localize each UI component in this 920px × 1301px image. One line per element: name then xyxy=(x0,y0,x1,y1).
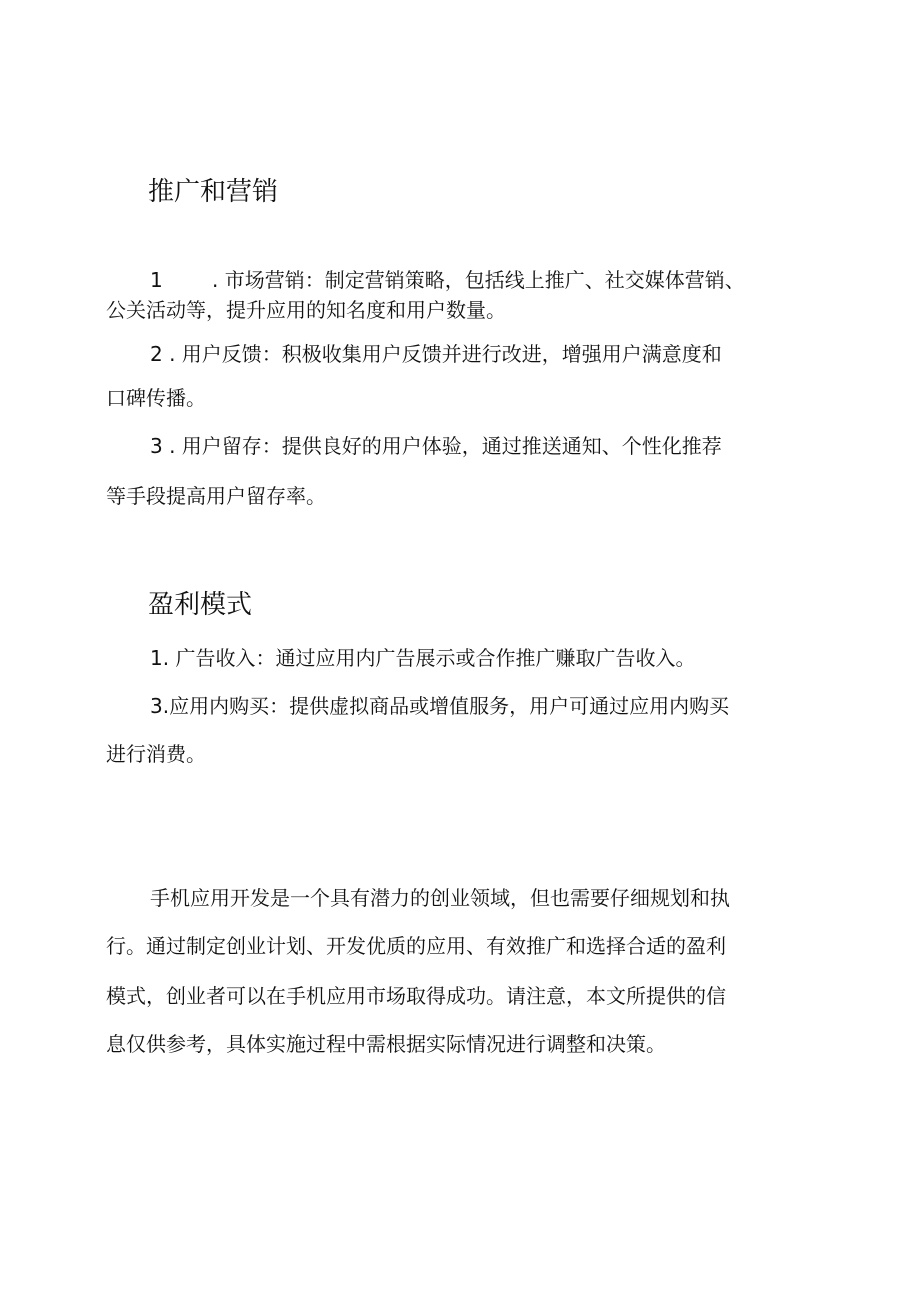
list-item-marketing-line1: . 市场营销：制定营销策略，包括线上推广、社交媒体营销、 xyxy=(212,268,745,292)
section-heading-monetization: 盈利模式 xyxy=(148,590,253,620)
conclusion-line3: 模式，创业者可以在手机应用市场取得成功。请注意，本文所提供的信 xyxy=(106,984,726,1008)
conclusion-line1: 手机应用开发是一个具有潜力的创业领域，但也需要仔细规划和执 xyxy=(150,886,730,910)
section-heading-promotion: 推广和营销 xyxy=(148,177,279,207)
list-item-feedback-line2: 口碑传播。 xyxy=(106,386,206,410)
list-item-feedback-line1: 2 . 用户反馈：积极收集用户反馈并进行改进，增强用户满意度和 xyxy=(150,342,722,366)
list-item-ads-line1: 1. 广告收入：通过应用内广告展示或合作推广赚取广告收入。 xyxy=(150,646,696,670)
list-item-marketing-line2: 公关活动等，提升应用的知名度和用户数量。 xyxy=(106,298,506,322)
conclusion-line2: 行。通过制定创业计划、开发优质的应用、有效推广和选择合适的盈利 xyxy=(106,934,726,958)
list-item-retention-line2: 等手段提高用户留存率。 xyxy=(106,484,326,508)
list-item-iap-line2: 进行消费。 xyxy=(106,742,206,766)
list-item-number: 1 xyxy=(150,268,163,292)
conclusion-line4: 息仅供参考，具体实施过程中需根据实际情况进行调整和决策。 xyxy=(106,1032,666,1056)
list-item-retention-line1: 3 . 用户留存：提供良好的用户体验，通过推送通知、个性化推荐 xyxy=(150,434,722,458)
list-item-iap-line1: 3.应用内购买：提供虚拟商品或增值服务，用户可通过应用内购买 xyxy=(150,694,730,718)
